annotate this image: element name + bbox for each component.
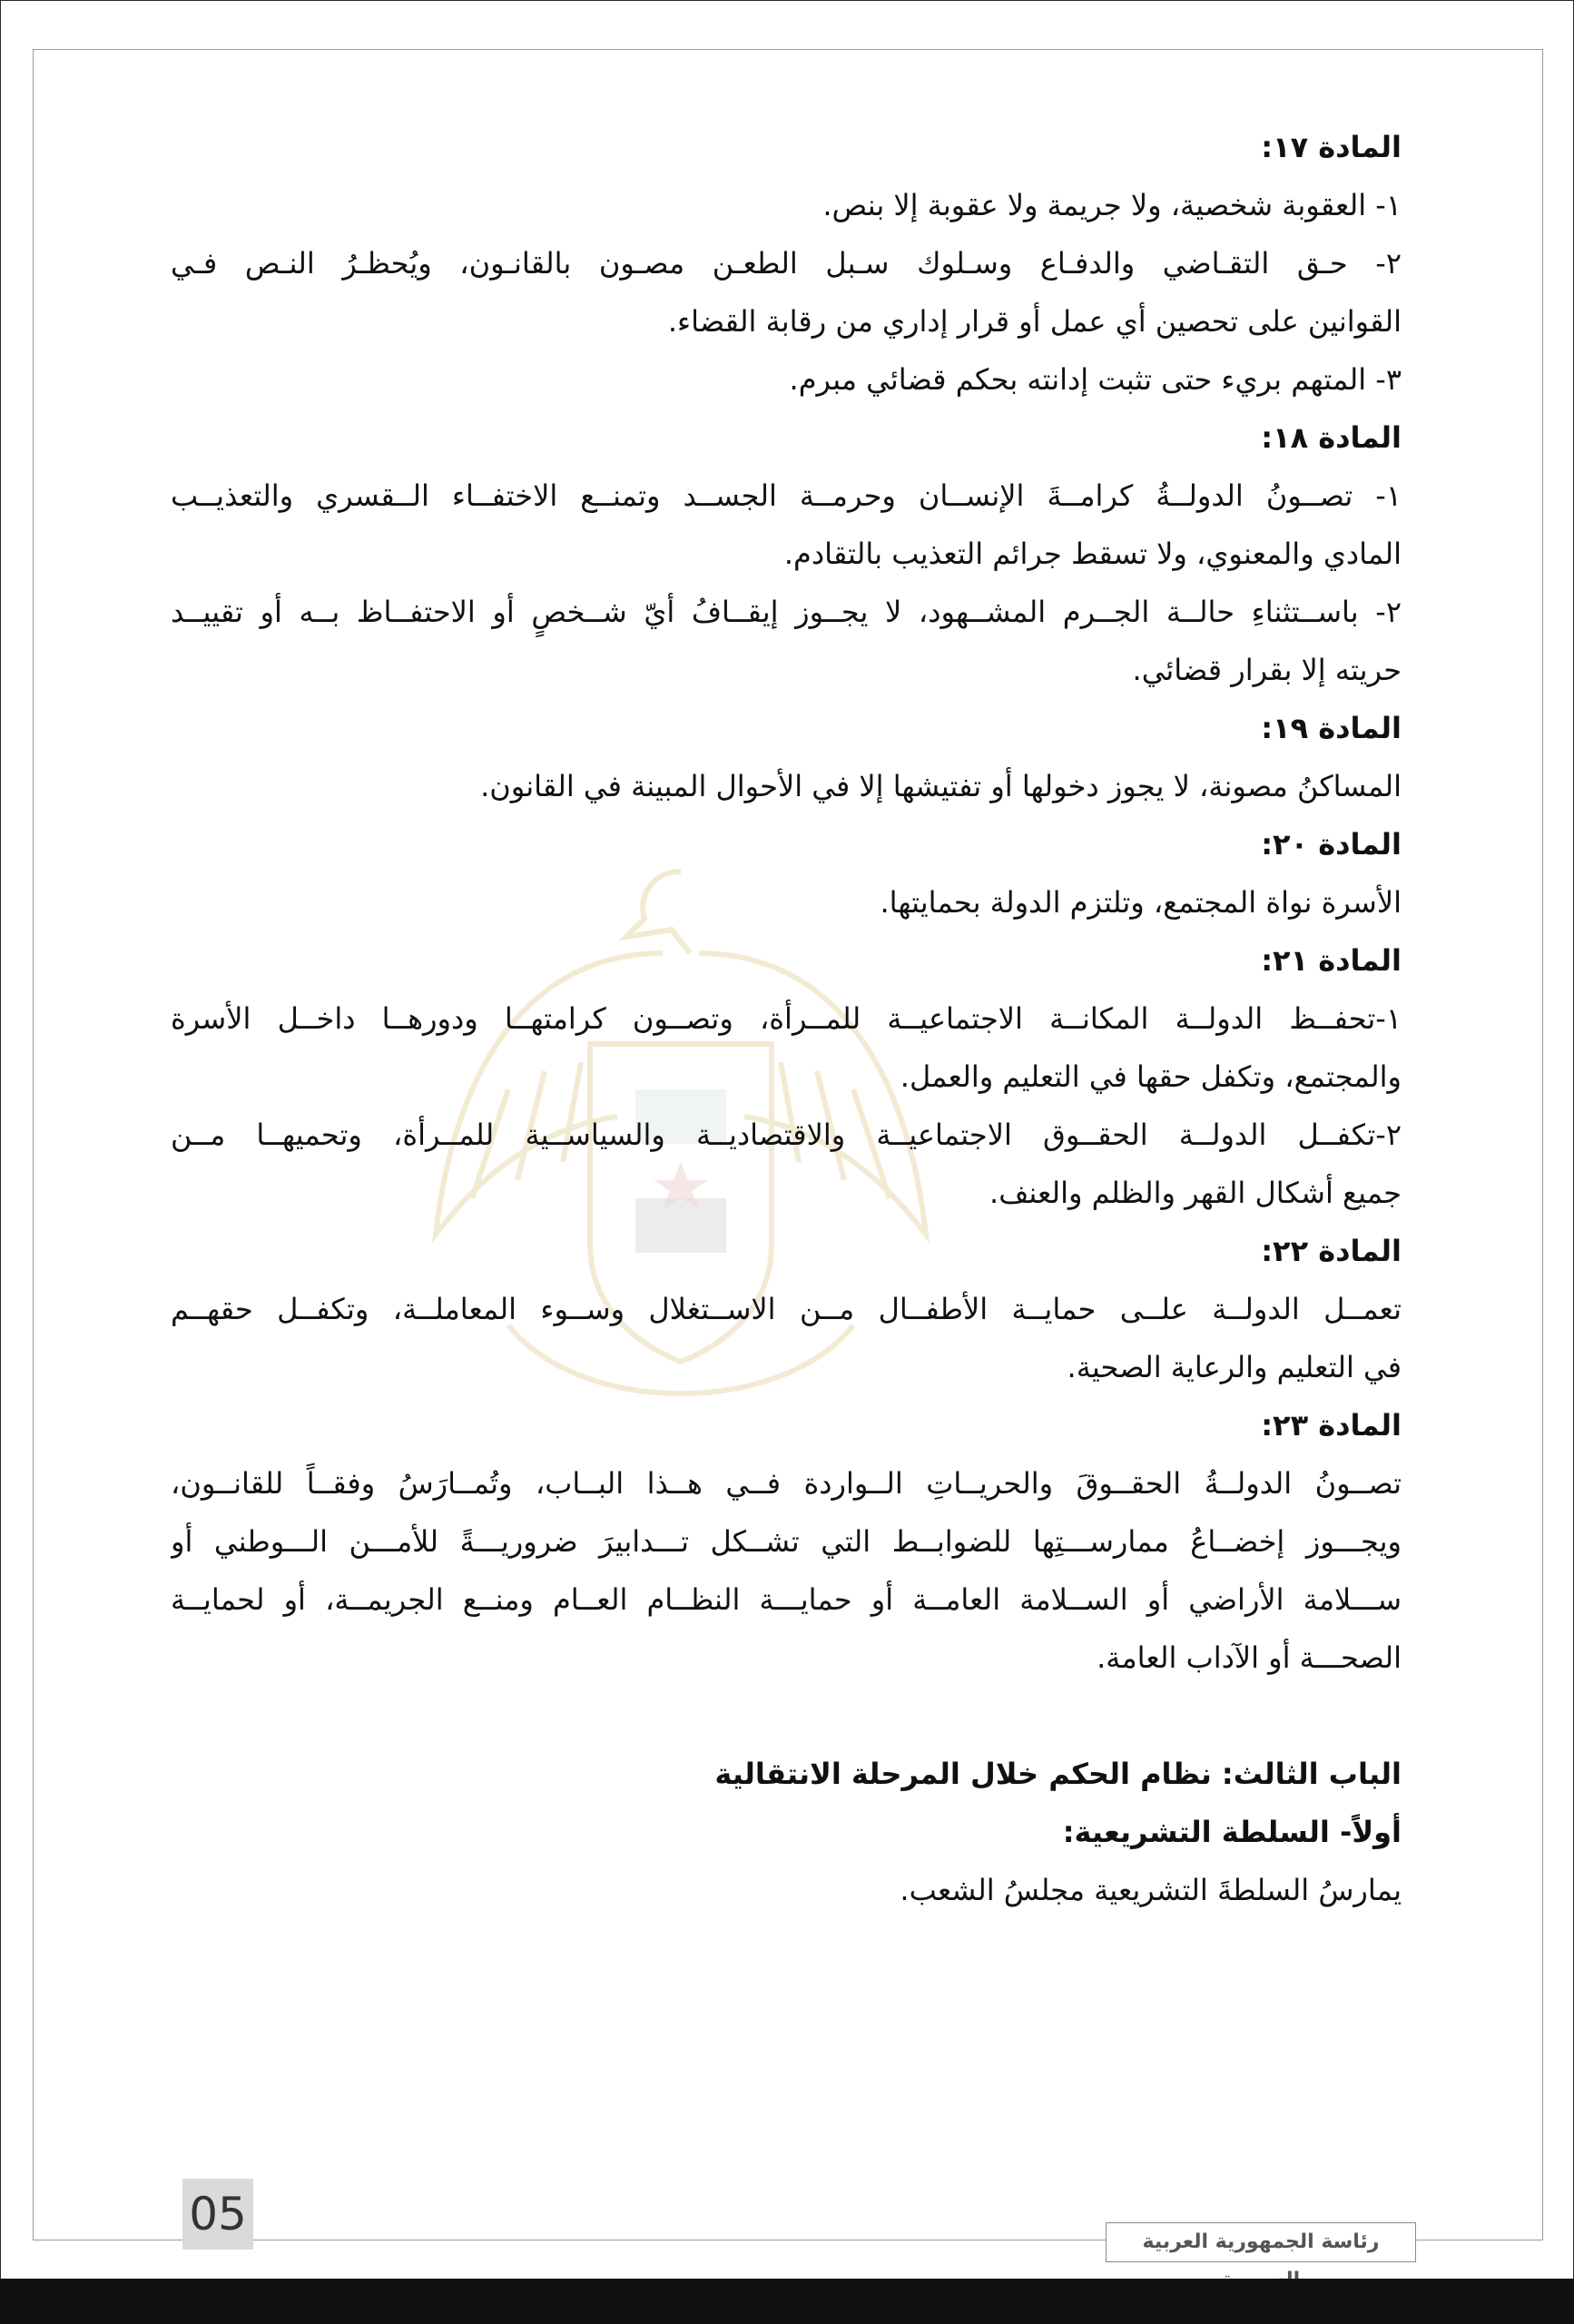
- article-text-line: حريته إلا بقرار قضائي.: [1132, 653, 1402, 687]
- article-heading: المادة ١٨:: [1261, 420, 1402, 455]
- article-text-line: ٢- باســتثناءِ حالــة الجــرم المشــهود، لا يجــوز إيقــافُ أيّ شــخصٍ أو الاحتفــاظ بــه أو تقييــد: [171, 595, 1402, 629]
- article-heading: المادة ٢١:: [1261, 943, 1402, 978]
- article-text-line: والمجتمع، وتكفل حقها في التعليم والعمل.: [900, 1059, 1402, 1094]
- article-text-line: المادي والمعنوي، ولا تسقط جرائم التعذيب بالتقادم.: [783, 537, 1402, 571]
- article-text-line: ٣- المتهم بريء حتى تثبت إدانته بحكم قضائي مبرم.: [789, 362, 1402, 397]
- article-text-line: تصــونُ الدولــةُ الحقــوقَ والحريــاتِ الــواردة فــي هــذا البــاب، وتُمــارَسُ وفقــاً للقانــون،: [171, 1466, 1402, 1501]
- section-gap: [171, 1687, 1402, 1745]
- article-text-line: ١- العقوبة شخصية، ولا جريمة ولا عقوبة إلا بنص.: [822, 188, 1402, 222]
- article-text-line: في التعليم والرعاية الصحية.: [1067, 1350, 1402, 1384]
- article-text-line: جميع أشكال القهر والظلم والعنف.: [989, 1176, 1402, 1210]
- article-text-line: ١-تحفــظ الدولــة المكانــة الاجتماعيــة للمــرأة، وتصــون كرامتهــا ودورهــا داخــل الأسرة: [171, 1001, 1402, 1036]
- article-text-line: ٢- حـق التقـاضي والدفـاع وسـلوك سـبل الطعـن مصـون بالقانـون، ويُحظـرُ النـص فـي: [171, 246, 1402, 281]
- article-text-line: ٢-تكفــل الدولــة الحقــوق الاجتماعيــة والاقتصاديــة والسياســية للمــرأة، وتحميهــا مــن: [171, 1118, 1402, 1152]
- article-heading: المادة ٢٣:: [1261, 1408, 1402, 1443]
- article-text-line: القوانين على تحصين أي عمل أو قرار إداري من رقابة القضاء.: [667, 304, 1402, 339]
- article-heading: المادة ١٩:: [1261, 711, 1402, 745]
- article-heading: المادة ٢٠:: [1261, 827, 1402, 862]
- bottom-band: [0, 2279, 1574, 2324]
- footer-label: رئاسة الجمهورية العربية: [1106, 2222, 1416, 2262]
- article-text-line: الصحـــة أو الآداب العامة.: [1097, 1640, 1402, 1675]
- article-text-line: ويجـــوز إخضــاعُ ممارســـتِها للضوابــط التي تشــكل تـــدابيرَ ضروريـــةً للأمـــن الـــوطني أو: [171, 1524, 1402, 1559]
- article-text-line: ســـلامة الأراضي أو الســلامة العامــة أو حمايـــة النظــام العــام ومنــع الجريمــة، أو لحمايــة: [171, 1582, 1402, 1617]
- article-heading: المادة ١٧:: [1261, 130, 1402, 164]
- chapter-title: الباب الثالث: نظام الحكم خلال المرحلة الانتقالية: [714, 1757, 1402, 1791]
- article-text-line: ١- تصــونُ الدولــةُ كرامــةَ الإنســان وحرمــة الجســد وتمنــع الاختفــاء الــقسري والتعذيــب: [171, 478, 1402, 513]
- page-number: 05: [182, 2179, 253, 2250]
- article-text-line: المساكنُ مصونة، لا يجوز دخولها أو تفتيشها إلا في الأحوال المبينة في القانون.: [480, 769, 1402, 803]
- section-body-text: يمارسُ السلطةَ التشريعية مجلسُ الشعب.: [900, 1873, 1402, 1907]
- article-text-line: تعمــل الدولــة علــى حمايــة الأطفــال مــن الاســتغلال وســوء المعاملــة، وتكفــل حقهــم: [171, 1292, 1402, 1326]
- document-body: [171, 118, 1402, 1919]
- article-text-line: الأسرة نواة المجتمع، وتلتزم الدولة بحمايتها.: [880, 885, 1402, 920]
- article-heading: المادة ٢٢:: [1261, 1234, 1402, 1268]
- subsection-title: أولاً- السلطة التشريعية:: [1062, 1815, 1402, 1849]
